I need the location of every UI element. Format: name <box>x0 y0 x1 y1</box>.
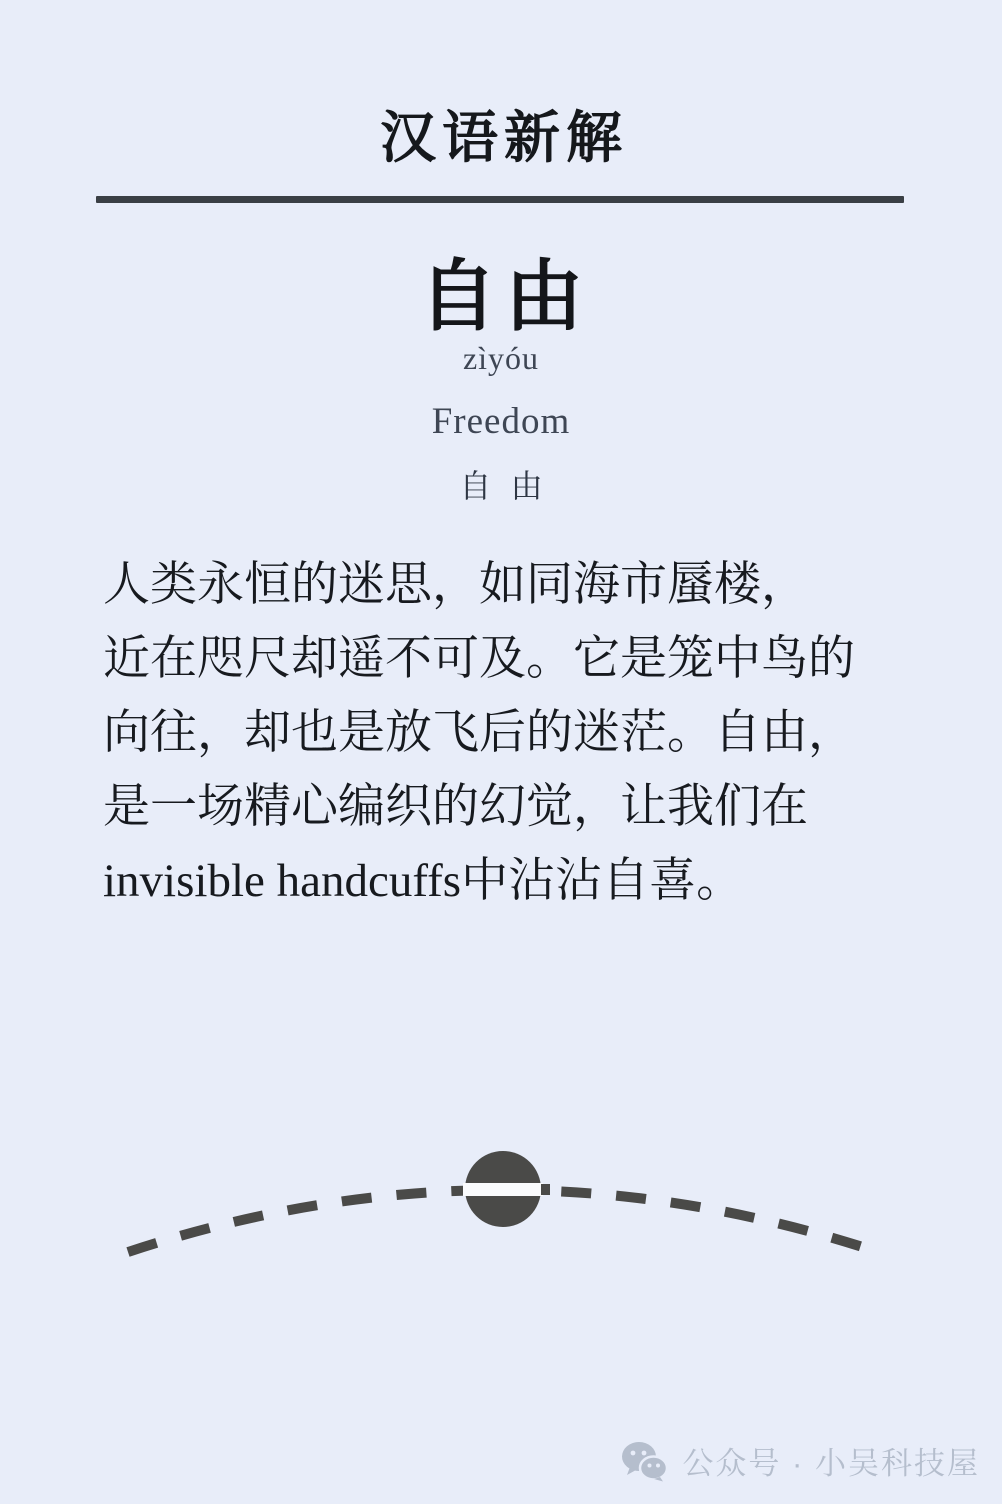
definition-paragraph <box>103 548 915 918</box>
entry-word: 自由 <box>418 253 591 340</box>
wechat-icon <box>620 1440 668 1482</box>
planet-circle <box>465 1151 541 1227</box>
planet-stripe-notch <box>541 1184 550 1195</box>
title-divider <box>96 196 904 203</box>
entry-english: Freedom <box>431 401 571 442</box>
entry-pinyin: zìyóu <box>462 340 540 376</box>
dashed-arc-path <box>128 1190 878 1252</box>
definition-line: 近在咫尺却遥不可及。它是笼中鸟的 <box>103 633 855 685</box>
entry-word-alt: 自由 <box>459 468 562 504</box>
planet-stripe <box>463 1183 543 1196</box>
watermark <box>620 1438 980 1483</box>
definition-line: 人类永恒的迷思，如同海市蜃楼， <box>103 559 808 611</box>
definition-line: 是一场精心编织的幻觉，让我们在 <box>103 781 808 833</box>
card-title: 汉语新解 <box>380 108 628 170</box>
watermark-text: 公众号 · 小吴科技屋 <box>682 1446 980 1481</box>
definition-line: 向往，却也是放飞后的迷茫。自由， <box>103 707 855 759</box>
definition-line: invisible handcuffs中沾沾自喜。 <box>103 855 744 907</box>
